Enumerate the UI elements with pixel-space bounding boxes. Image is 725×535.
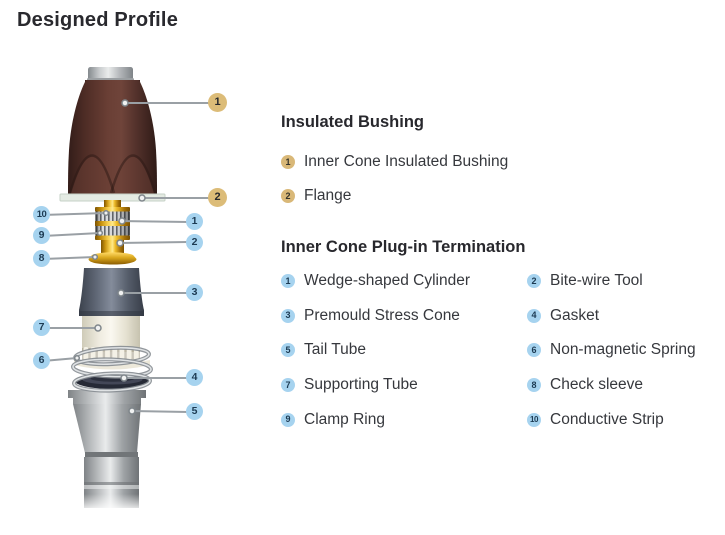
item-label: Clamp Ring — [304, 410, 385, 428]
item-label: Flange — [304, 187, 352, 204]
callout-badge-term-4: 4 — [186, 369, 203, 386]
item-label: Supporting Tube — [304, 376, 418, 394]
item-number-badge: 7 — [281, 378, 295, 392]
bushing-cone — [68, 80, 157, 196]
callout-badge-term-10: 10 — [33, 206, 50, 223]
termination-list — [281, 264, 725, 437]
item-label: Tail Tube — [304, 341, 367, 359]
list-item — [281, 333, 527, 368]
callout-badge-term-2: 2 — [186, 234, 203, 251]
callout-badge-term-6: 6 — [33, 352, 50, 369]
callout-badge-term-5: 5 — [186, 403, 203, 420]
list-item — [281, 145, 508, 179]
callout-badge-term-7: 7 — [33, 319, 50, 336]
item-number-badge: 1 — [281, 274, 295, 288]
callout-badge-term-9: 9 — [33, 227, 50, 244]
termination-illustration — [0, 0, 270, 535]
callout-badge-term-3: 3 — [186, 284, 203, 301]
insulated-bushing-list — [281, 145, 508, 213]
list-item — [281, 264, 527, 299]
item-number-badge: 6 — [527, 343, 541, 357]
item-number-badge: 9 — [281, 413, 295, 427]
bushing-top-cap — [87, 67, 134, 82]
item-number-badge: 4 — [527, 309, 541, 323]
list-item — [527, 402, 725, 437]
item-label: Conductive Strip — [550, 410, 664, 428]
item-number-badge: 5 — [281, 343, 295, 357]
list-item — [281, 402, 527, 437]
item-label: Wedge-shaped Cylinder — [304, 272, 471, 290]
list-item — [527, 299, 725, 334]
list-item — [281, 299, 527, 334]
callout-badge-bushing-1: 1 — [208, 93, 227, 112]
section-heading-insulated-bushing: Insulated Bushing — [281, 113, 425, 131]
page-title: Designed Profile — [17, 9, 179, 31]
list-item — [527, 333, 725, 368]
item-label: Check sleeve — [550, 376, 644, 394]
callout-badge-bushing-2: 2 — [208, 188, 227, 207]
item-number-badge: 2 — [281, 189, 295, 203]
list-item — [281, 368, 527, 403]
gold-cylinder-assembly — [95, 200, 130, 254]
item-number-badge: 3 — [281, 309, 295, 323]
item-number-badge: 10 — [527, 413, 541, 427]
callout-badge-term-1: 1 — [186, 213, 203, 230]
item-label: Inner Cone Insulated Bushing — [304, 153, 509, 170]
item-label: Non-magnetic Spring — [550, 341, 696, 359]
item-number-badge: 8 — [527, 378, 541, 392]
item-label: Bite-wire Tool — [550, 272, 643, 290]
list-item — [281, 179, 508, 213]
section-heading-plug-in-termination: Inner Cone Plug-in Termination — [281, 238, 526, 256]
callout-badge-term-8: 8 — [33, 250, 50, 267]
item-label: Premould Stress Cone — [304, 306, 460, 324]
item-number-badge: 2 — [527, 274, 541, 288]
item-label: Gasket — [550, 306, 600, 324]
item-number-badge: 1 — [281, 155, 295, 169]
list-item — [527, 264, 725, 299]
list-item — [527, 368, 725, 403]
